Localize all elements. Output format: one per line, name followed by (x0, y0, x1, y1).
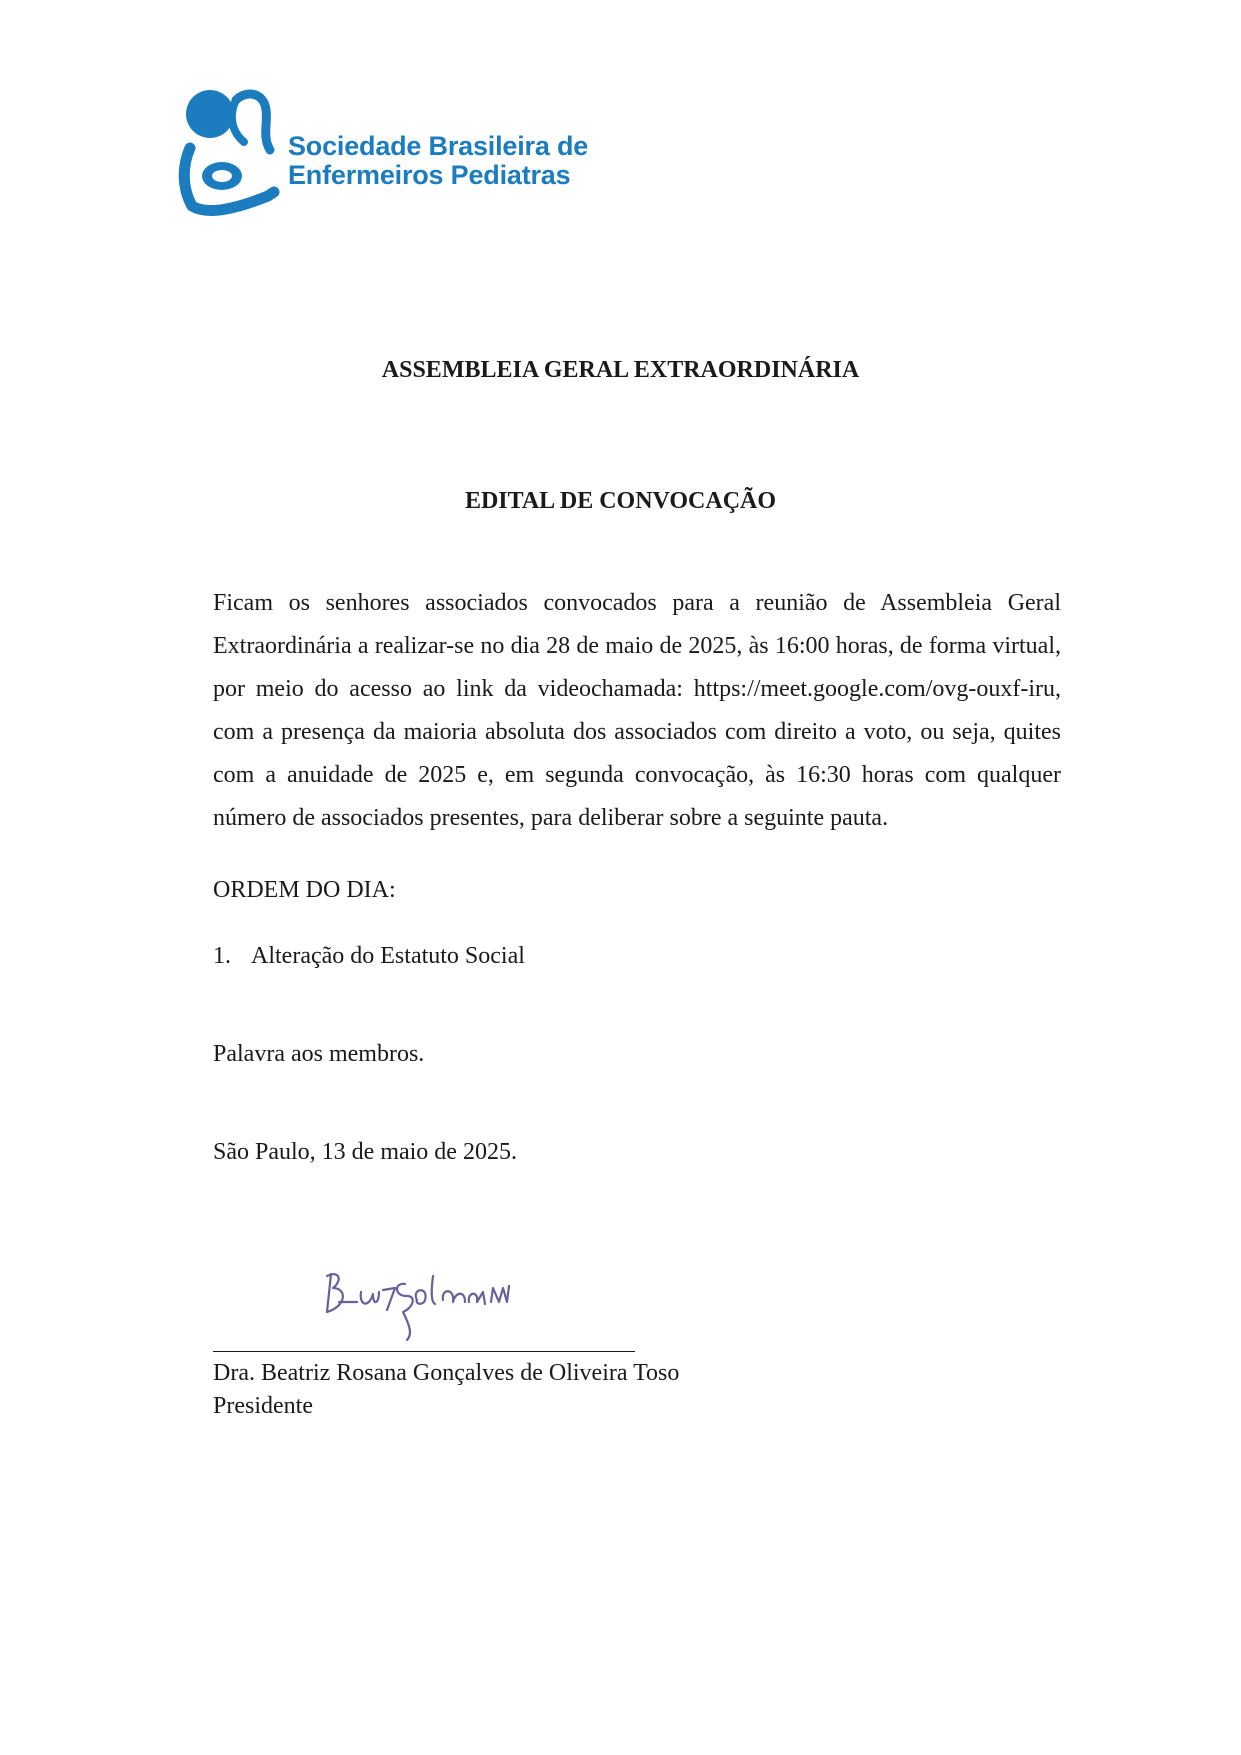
agenda-item (213, 943, 525, 970)
place-date: São Paulo, 13 de maio de 2025. (213, 1139, 517, 1165)
agenda-item-text: Alteração do Estatuto Social (251, 943, 525, 969)
agenda-item-number: 1. (213, 943, 231, 969)
mother-and-child-icon (178, 88, 293, 218)
closing-line: Palavra aos membros. (213, 1041, 425, 1067)
signer-role: Presidente (213, 1393, 313, 1419)
agenda-heading: ORDEM DO DIA: (213, 877, 396, 903)
signer-name: Dra. Beatriz Rosana Gonçalves de Oliveira Toso (213, 1360, 680, 1386)
handwritten-signature (313, 1262, 543, 1342)
logo (178, 88, 598, 218)
logo-line-1: Sociedade Brasileira de (288, 131, 589, 161)
document-title: ASSEMBLEIA GERAL EXTRAORDINÁRIA (381, 357, 860, 383)
logo-text (288, 132, 588, 190)
logo-line-2: Enfermeiros Pediatras (288, 160, 571, 190)
document-subtitle: EDITAL DE CONVOCAÇÃO (464, 488, 777, 514)
signature-line (213, 1351, 635, 1352)
body-paragraph: Ficam os senhores associados convocados para a reunião de Assembleia Geral Extraordinária a realizar-se no dia 28 de maio de 2025, às 16:00 horas, de forma virtual, por meio do acesso ao link da videochamada: https://meet.google.com/ovg-ouxf-iru, com a presença da maioria absoluta dos associados com direito a voto, ou seja, quites com a anuidade de 2025 e, em segunda convocação, às 16:30 horas com qualquer número de associados presentes, para deliberar sobre a seguinte pauta. (213, 590, 1061, 831)
